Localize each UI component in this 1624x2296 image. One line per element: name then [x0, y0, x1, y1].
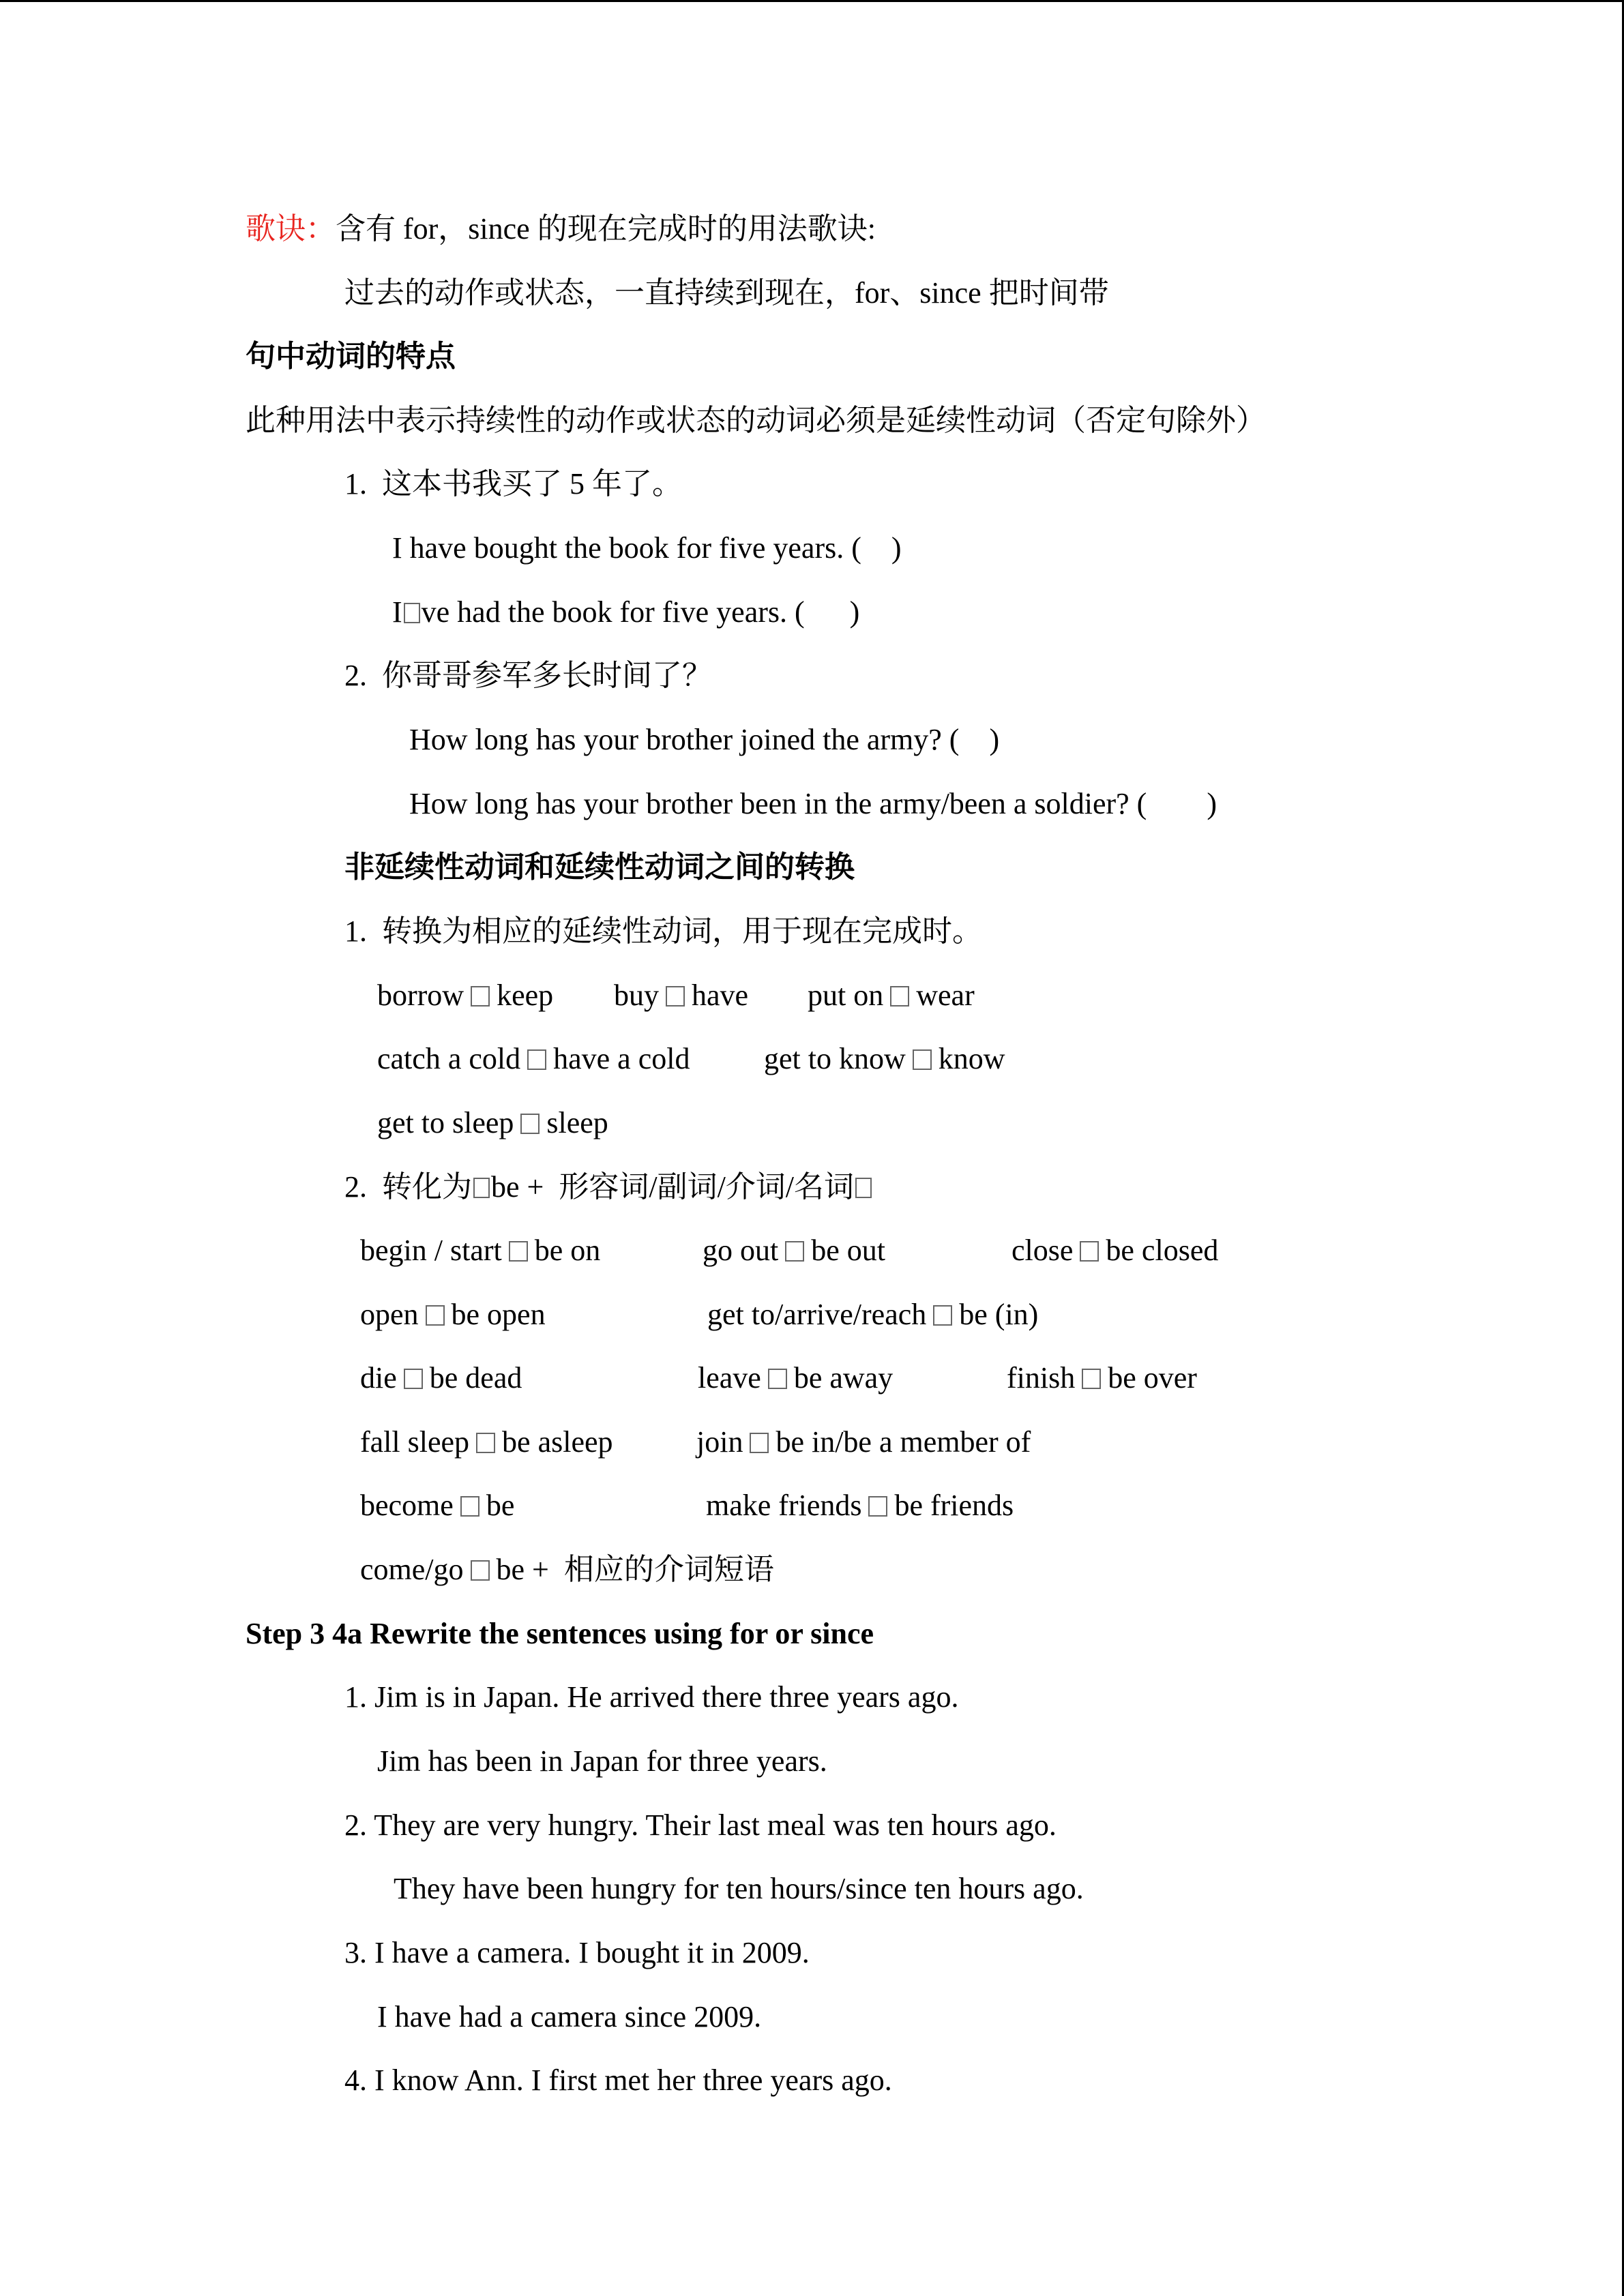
- gejue-verse: 过去的动作或状态，一直持续到现在，for、since 把时间带: [344, 276, 1109, 310]
- conversion-pair: borrow keep: [377, 979, 554, 1012]
- example-2-number: 2.: [344, 659, 367, 692]
- arrow-box-icon: [913, 1049, 932, 1070]
- example-1-right-start: I: [392, 595, 402, 629]
- example-1-chinese: [344, 464, 682, 505]
- exercise-question-2: 2. They are very hungry. Their last meal was ten hours ago.: [344, 1808, 1057, 1842]
- arrow-box-icon: [868, 1496, 887, 1517]
- arrow-box-icon: [520, 1114, 540, 1134]
- conversion-pair: buy have: [614, 979, 749, 1012]
- arrow-box-icon: [933, 1305, 952, 1326]
- conversion-part2-title: [344, 1167, 873, 1208]
- part1-title-text: 转换为相应的延续性动词，用于现在完成时。: [382, 914, 982, 948]
- conversion-pair: put on wear: [808, 979, 975, 1012]
- conversion-pair: close be closed: [1012, 1234, 1219, 1267]
- conversion-pair: get to/arrive/reach be (in): [707, 1298, 1039, 1331]
- conversion-pair: join be in/be a member of: [696, 1425, 1031, 1459]
- example-1-right-rest: ve had the book for five years. ( ): [421, 595, 860, 629]
- page-top-border: [0, 0, 1624, 2]
- example-2-wrong: How long has your brother joined the army? ( ): [409, 723, 1000, 756]
- conversion-pair: open be open: [360, 1298, 546, 1331]
- conversion-heading: 非延续性动词和延续性动词之间的转换: [344, 850, 855, 884]
- arrow-box-icon: [750, 1433, 769, 1453]
- example-1-wrong: I have bought the book for five years. ( ): [392, 531, 902, 565]
- missing-glyph-box: [855, 1178, 872, 1198]
- arrow-box-icon: [768, 1369, 787, 1389]
- part2-title-rest: be + 形容词/副词/介词/名词: [491, 1170, 855, 1204]
- arrow-box-icon: [460, 1496, 479, 1517]
- example-2-text: 你哥哥参军多长时间了？: [382, 659, 712, 692]
- conversion-pair: begin / start be on: [360, 1234, 601, 1267]
- arrow-box-icon: [509, 1241, 528, 1262]
- conversion-pair: come/go be + 相应的介词短语: [360, 1553, 774, 1586]
- example-1-number: 1.: [344, 467, 367, 501]
- arrow-box-icon: [890, 986, 909, 1007]
- exercise-answer-1: Jim has been in Japan for three years.: [377, 1744, 827, 1778]
- missing-glyph-box: [473, 1178, 490, 1198]
- example-1-text: 这本书我买了 5 年了。: [382, 467, 682, 501]
- exercise-question-3: 3. I have a camera. I bought it in 2009.: [344, 1936, 810, 1969]
- conversion-pair: go out be out: [703, 1234, 885, 1267]
- gejue-line: [246, 209, 876, 250]
- conversion-part1-title: [344, 911, 982, 952]
- arrow-box-icon: [666, 986, 685, 1007]
- gejue-label: 歌诀：: [246, 212, 336, 245]
- part1-number: 1.: [344, 914, 367, 948]
- arrow-box-icon: [404, 1369, 423, 1389]
- conversion-pair: finish be over: [1007, 1361, 1197, 1395]
- arrow-box-icon: [1082, 1369, 1101, 1389]
- conversion-pair: make friends be friends: [706, 1489, 1014, 1522]
- conversion-pair: become be: [360, 1489, 515, 1522]
- gejue-title: 含有 for，since 的现在完成时的用法歌诀:: [336, 212, 876, 245]
- arrow-box-icon: [527, 1049, 546, 1070]
- verb-section-heading: 句中动词的特点: [246, 340, 456, 373]
- conversion-pair: get to sleep sleep: [377, 1106, 608, 1139]
- exercise-question-1: 1. Jim is in Japan. He arrived there three years ago.: [344, 1680, 959, 1714]
- conversion-pair: fall sleep be asleep: [360, 1425, 613, 1459]
- example-2-chinese: [344, 655, 712, 696]
- arrow-box-icon: [426, 1305, 445, 1326]
- part2-title-start: 转化为: [382, 1170, 472, 1204]
- example-2-right: How long has your brother been in the army/been a soldier? ( ): [409, 787, 1217, 820]
- verb-section-rule: 此种用法中表示持续性的动作或状态的动词必须是延续性动词（否定句除外）: [246, 404, 1266, 437]
- example-1-right: [392, 592, 859, 633]
- arrow-box-icon: [785, 1241, 804, 1262]
- conversion-pair: die be dead: [360, 1361, 522, 1395]
- missing-glyph-box: [404, 603, 420, 623]
- arrow-box-icon: [471, 1560, 490, 1581]
- exercise-question-4: 4. I know Ann. I first met her three years ago.: [344, 2063, 892, 2097]
- exercise-answer-2: They have been hungry for ten hours/since ten hours ago.: [394, 1872, 1084, 1905]
- step3-heading: Step 3 4a Rewrite the sentences using for or since: [246, 1617, 874, 1650]
- part2-number: 2.: [344, 1170, 367, 1204]
- exercise-answer-3: I have had a camera since 2009.: [377, 2000, 762, 2033]
- conversion-pair: leave be away: [698, 1361, 894, 1395]
- arrow-box-icon: [1080, 1241, 1099, 1262]
- arrow-box-icon: [476, 1433, 495, 1453]
- conversion-pair: get to know know: [764, 1042, 1005, 1075]
- conversion-pair: catch a cold have a cold: [377, 1042, 690, 1075]
- arrow-box-icon: [471, 986, 490, 1007]
